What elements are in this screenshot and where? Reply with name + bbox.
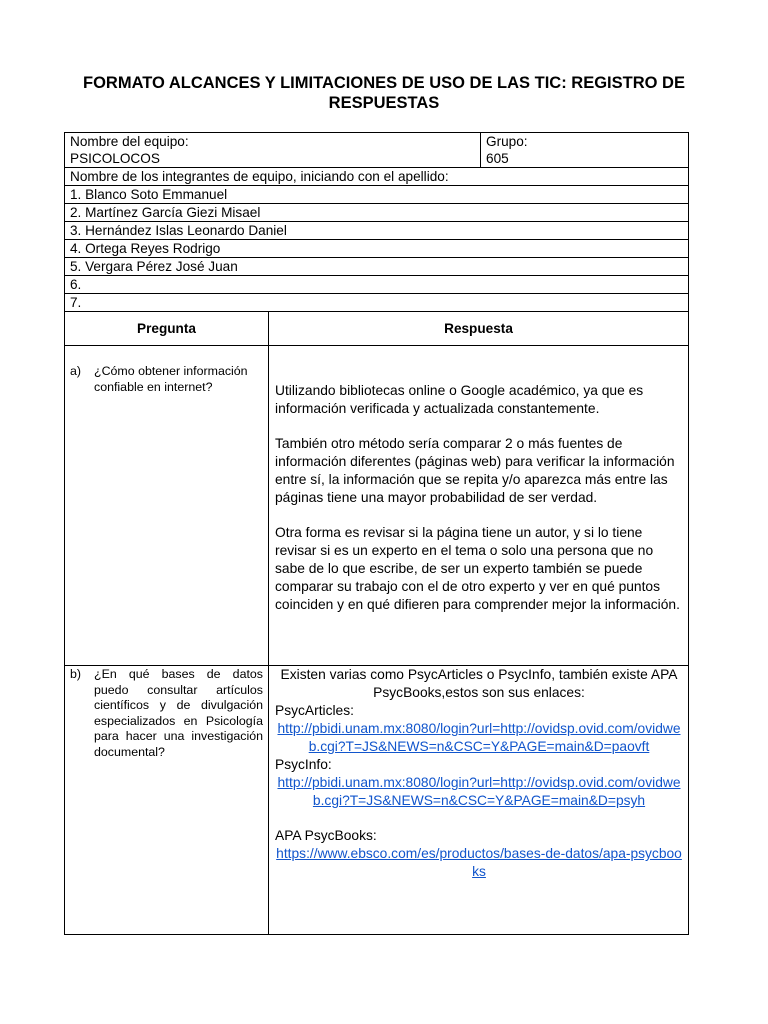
team-row (65, 133, 689, 168)
group-label: Grupo: (486, 134, 528, 149)
question-text: ¿Cómo obtener información confiable en internet? (94, 364, 248, 394)
member-name: 3. Hernández Islas Leonardo Daniel (65, 222, 689, 240)
answer-paragraph: Otra forma es revisar si la página tiene un autor, y si lo tiene revisar si es un experto en el tema o solo una persona que no sabe de lo que escribe, de ser un experto también se puede comparar su trabajo con el de otro experto y ver en qué puntos coinciden y en qué difieren para comprender mejor la información. (275, 525, 680, 612)
member-name: 7. (65, 294, 689, 312)
question-cell (65, 666, 269, 935)
team-name-label: Nombre del equipo: (70, 134, 189, 149)
question-letter: b) (70, 667, 82, 681)
member-row (65, 240, 689, 258)
question-letter: a) (70, 364, 82, 378)
group-cell (481, 133, 689, 168)
question-cell (65, 346, 269, 666)
database-label-psycinfo: PsycInfo: (275, 757, 332, 772)
column-header-row (65, 312, 689, 346)
database-label-psycbooks: APA PsycBooks: (275, 828, 377, 843)
team-name-cell (65, 133, 481, 168)
members-label-row (65, 168, 689, 186)
question-column-header: Pregunta (65, 312, 269, 346)
member-name: 5. Vergara Pérez José Juan (65, 258, 689, 276)
member-row (65, 276, 689, 294)
member-row (65, 186, 689, 204)
document-title: FORMATO ALCANCES Y LIMITACIONES DE USO DE LAS TIC: REGISTRO DE RESPUESTAS (83, 74, 685, 112)
member-name: 2. Martínez García Giezi Misael (65, 204, 689, 222)
psycarticles-link[interactable]: http://pbidi.unam.mx:8080/login?url=http://ovidsp.ovid.com/ovidweb.cgi?T=JS&NEWS=n&CSC=Y&PAGE=main&D=paovft (277, 721, 681, 754)
psycbooks-link[interactable]: https://www.ebsco.com/es/productos/bases-de-datos/apa-psycbooks (276, 846, 682, 879)
answer-cell (269, 666, 689, 935)
group-value: 605 (486, 151, 509, 166)
member-row (65, 222, 689, 240)
member-name: 1. Blanco Soto Emmanuel (65, 186, 689, 204)
question-row-a (65, 346, 689, 666)
member-name: 4. Ortega Reyes Rodrigo (65, 240, 689, 258)
member-row (65, 258, 689, 276)
member-name: 6. (65, 276, 689, 294)
answer-column-header: Respuesta (269, 312, 689, 346)
response-table (64, 132, 689, 935)
question-row-b (65, 666, 689, 935)
answer-intro: Existen varias como PsycArticles o PsycInfo, también existe APA PsycBooks,estos son sus enlaces: (280, 667, 678, 700)
member-row (65, 294, 689, 312)
answer-paragraph: Utilizando bibliotecas online o Google académico, ya que es información verificada y actualizada constantemente. (275, 383, 644, 416)
member-row (65, 204, 689, 222)
psycinfo-link[interactable]: http://pbidi.unam.mx:8080/login?url=http://ovidsp.ovid.com/ovidweb.cgi?T=JS&NEWS=n&CSC=Y&PAGE=main&D=psyh (277, 775, 681, 808)
answer-paragraph: También otro método sería comparar 2 o más fuentes de información diferentes (páginas web) para verificar la información entre sí, la información que se repita y/o aparezca más entre las páginas tiene una mayor probabilidad de ser verdad. (275, 436, 675, 505)
answer-cell (269, 346, 689, 666)
database-label-psycarticles: PsycArticles: (275, 703, 354, 718)
question-text: ¿En qué bases de datos puedo consultar artículos científicos y de divulgación especializados en Psicología para hacer una investigación documental? (94, 667, 263, 759)
members-label: Nombre de los integrantes de equipo, iniciando con el apellido: (65, 168, 689, 186)
team-name-value: PSICOLOCOS (70, 151, 160, 166)
